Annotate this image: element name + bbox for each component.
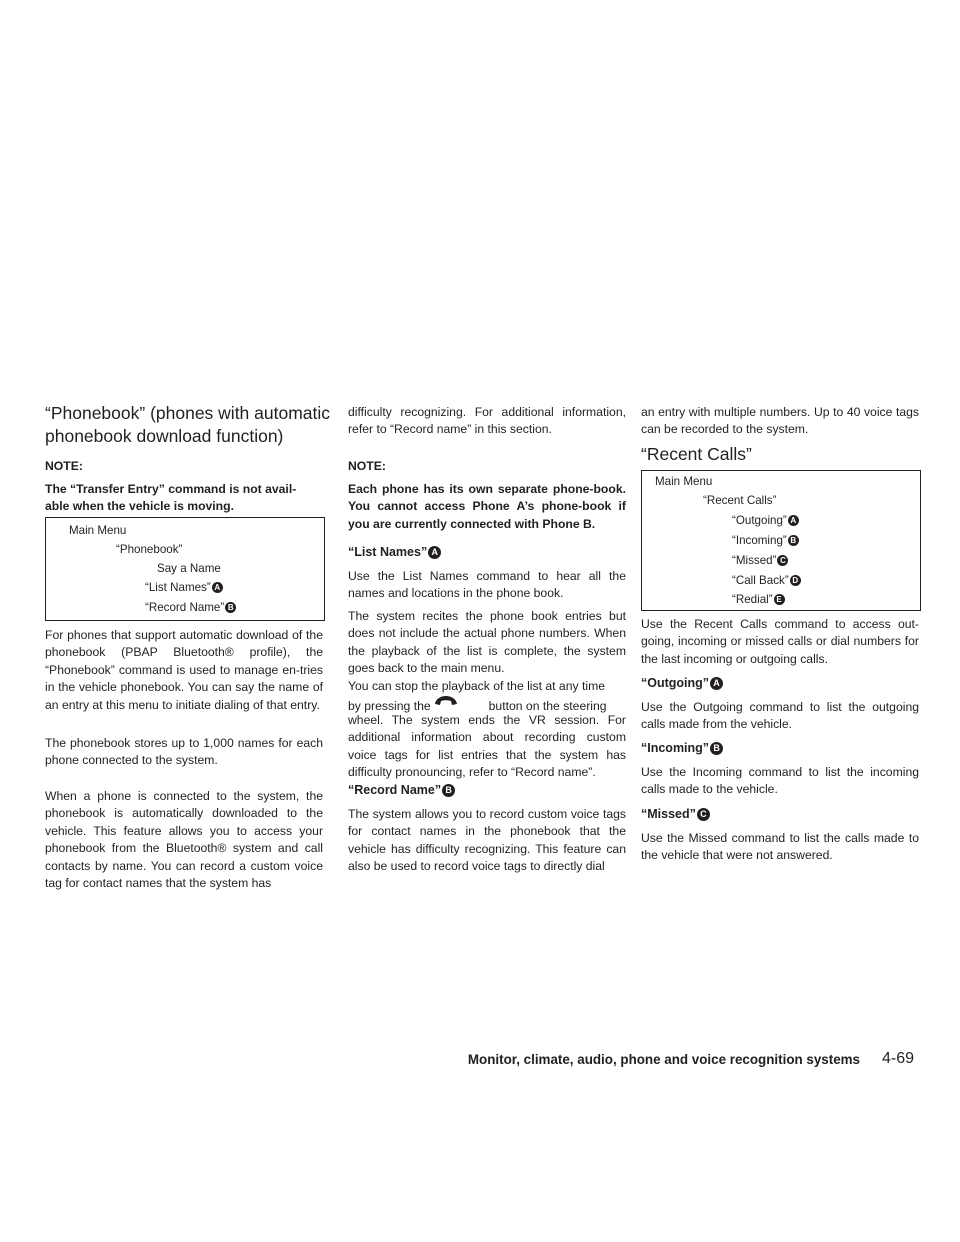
menu-missed: “Missed” C: [732, 554, 788, 568]
menu-recent-calls: “Recent Calls”: [703, 494, 777, 507]
footer-section-title: Monitor, climate, audio, phone and voice recognition systems: [467, 1052, 860, 1067]
note-label: NOTE:: [45, 459, 83, 473]
missed-para: Use the Missed command to list the calls made to the vehicle that were not answered.: [641, 831, 919, 863]
outgoing-para: Use the Outgoing command to list the outgoing calls made from the vehicle.: [641, 700, 919, 732]
menu-redial: “Redial” E: [732, 593, 785, 607]
callout-a-icon: A: [788, 515, 799, 526]
list-names-para-3d: wheel. The system ends the VR session. For additional information about recording custom voice tags for list entries that the system has difficulty pronouncing, refer to “Record name”.: [348, 713, 626, 780]
phonebook-menu-box: [45, 517, 325, 621]
menu-record-name: “Record Name” B: [145, 601, 236, 615]
menu-phonebook: “Phonebook”: [116, 543, 183, 556]
note-label-2: NOTE:: [348, 459, 386, 473]
phone-hangup-icon: [433, 695, 459, 707]
callout-b-icon: B: [442, 784, 455, 797]
menu-outgoing: “Outgoing” A: [732, 514, 799, 528]
phonebook-para-1: For phones that support automatic download of the phonebook (PBAP Bluetooth® profile), the “Phonebook” command is used to manage en-tries in the vehicle phonebook. You can say the name of an entry at this menu to initiate dialing of that entry.: [45, 628, 323, 712]
phonebook-title: “Phonebook” (phones with automatic phonebook download function): [45, 403, 331, 446]
incoming-heading: “Incoming” B: [641, 740, 919, 757]
callout-b-icon: B: [225, 602, 236, 613]
callout-a-icon: A: [710, 677, 723, 690]
separate-phonebook-note: Each phone has its own separate phone-book. You cannot access Phone A’s phone-book if you are currently connected with Phone B.: [348, 482, 626, 531]
menu-call-back: “Call Back” D: [732, 574, 801, 588]
page-footer: [0, 1052, 960, 1074]
menu-main: Main Menu: [69, 524, 127, 537]
callout-a-icon: A: [428, 546, 441, 559]
callout-e-icon: E: [774, 594, 785, 605]
incoming-para: Use the Incoming command to list the incoming calls made to the vehicle.: [641, 765, 919, 797]
callout-b-icon: B: [710, 742, 723, 755]
menu-incoming: “Incoming” B: [732, 534, 799, 548]
list-names-para-2: The system recites the phone book entries but does not include the actual phone numbers. When the playback of the list is complete, the system goes back to the main menu.: [348, 609, 626, 676]
list-names-para-3a: You can stop the playback of the list at any time: [348, 679, 605, 693]
callout-b-icon: B: [788, 535, 799, 546]
list-names-para-1: Use the List Names command to hear all the names and locations in the phone book.: [348, 569, 626, 601]
menu-list-names: “List Names” A: [145, 581, 223, 595]
recent-calls-title: “Recent Calls”: [641, 444, 752, 464]
phonebook-para-2: The phonebook stores up to 1,000 names for each phone connected to the system.: [45, 736, 323, 768]
missed-heading: “Missed” C: [641, 806, 919, 823]
phonebook-para-3: When a phone is connected to the system, the phonebook is automatically downloaded to the vehicle. This feature allows you to access your phonebook from the Bluetooth® system and call contacts by name. You can record a custom voice tag for contact names that the system has: [45, 789, 323, 891]
callout-a-icon: A: [212, 582, 223, 593]
callout-c-icon: C: [777, 555, 788, 566]
page-number: 4-69: [881, 1050, 914, 1067]
list-names-heading: “List Names” A: [348, 544, 626, 561]
recent-calls-menu-box: [641, 470, 921, 611]
callout-c-icon: C: [697, 808, 710, 821]
transfer-entry-note: The “Transfer Entry” command is not avail- able when the vehicle is moving.: [45, 482, 297, 514]
record-name-heading: “Record Name” B: [348, 782, 626, 799]
record-name-para: The system allows you to record custom voice tags for contact names in the phonebook that the vehicle has difficulty recognizing. This feature can also be used to record voice tags to directly dial: [348, 807, 626, 874]
menu-say-name: Say a Name: [157, 562, 221, 575]
callout-d-icon: D: [790, 575, 801, 586]
menu-main: Main Menu: [655, 475, 713, 488]
outgoing-heading: “Outgoing” A: [641, 675, 919, 692]
record-name-para-cont: an entry with multiple numbers. Up to 40 voice tags can be recorded to the system.: [641, 405, 919, 437]
phonebook-para-cont: difficulty recognizing. For additional information, refer to “Record name” in this section.: [348, 405, 626, 437]
list-names-para-3b: by pressing the button on the steering: [348, 695, 626, 715]
recent-calls-para: Use the Recent Calls command to access out-going, incoming or missed calls or dial numbers for the last incoming or outgoing calls.: [641, 617, 919, 666]
